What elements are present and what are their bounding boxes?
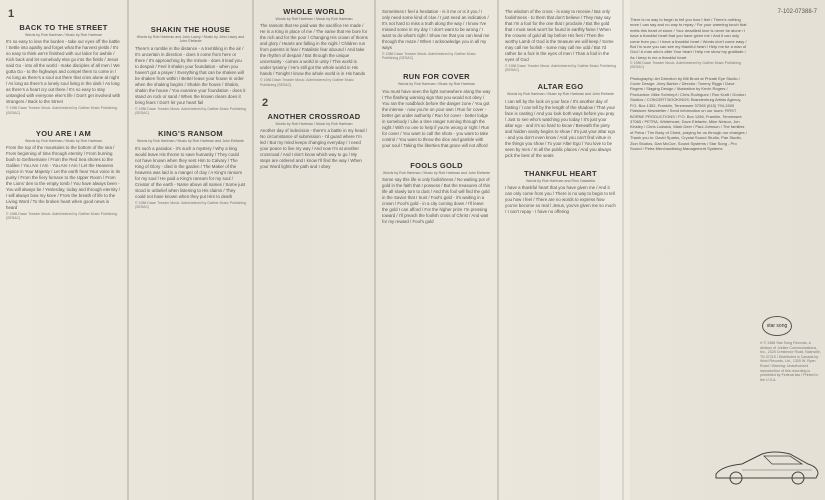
song-credit: Words by Rob Hartman / Music by Rob Hartman <box>275 17 353 21</box>
song-copyright: © 1986 Dawn Treader Music. Administered by Gaither Music Publishing (SESAC) <box>135 106 246 116</box>
song-lyrics: Some say this life is only foolishness / No waiting pot of gold in the faith that I possess / But the treasures of this life all slowly turn to dust / And this fool will find the gold in the Savior that I trust / Fool's gold - it's waiting in a crown / Fool's gold - in a city coming down / I'll leave the gold I can afford / For the higher prize I'm pressing toward / I'll preach the foolish cross of Christ / And wait for my reward / Fool's gold <box>382 177 491 225</box>
song-lyrics: There's a rumble in the distance - a trembling in the air / It's uncertain in direction - does it come from here or there / It's approaching by the minute - does it lead you to despair / Feel it shakin your foundation - when you haven't got a prayer / Everything that can be shaken will be shaken from within / Better leave your house in order when the shaking begins / Shakin the house / Shakin, shakin the house / You examine your foundation - does it stand on rock or sand / When the known clears does it bring fears / Don't let your heart fail <box>135 45 246 105</box>
song-another-crossroad <box>260 112 368 170</box>
song-title: KING'S RANSOM <box>158 129 223 139</box>
album-credits: Photography: Art Direction by Bill Brunt at Private Eye Studio / Cover Design: Jerry Barker / Director: Tommy Riggs / Dave Rogers / Staging Design / Illustration by Kevin Rogers / Production: Mike Schrimpf / Chris Rodriguez / Ron Kraft / Gordon Studios / CONCERT BOOKINGS: Brandenburg Artists Agency, P.O. Box 1352, Franklin, Tennessee 37065 (615) 794-1500 Flatstone Newsletter / Send information on our tours: FIRST BORNE PRODUCTIONS / P.O. Box 1266, Franklin, Tennessee 37065 / PETRA, Whiteheart, Dave Elefante, Mike Nelson, Jon Kinsley / Chris Ludwick, Mark Deer / Paul Johnson / The families of Petra / The Body of Christ, praying for us through our changes / Thank you to: David Sparks, Crystal Sound Studio, Pan Studio, Zion Studios, Dan McCue, Sound Systems / Star Song - Pro Sound / Petra Merchandising Management Systems <box>630 75 747 151</box>
song-title: WHOLE WORLD <box>283 7 345 16</box>
song-copyright: © 1986 Dawn Treader Music. Administered by Gaither Music Publishing (SESAC) <box>260 78 354 87</box>
song-run-for-cover <box>382 72 491 148</box>
song-lyrics: From the top of the mountains to the bottom of the sea / From beginning of time through eternity / From burning bush to Gethsemane / From the Red Sea shores to the Galilee / You Are I Am - You Are I Am / Let the Heavens rejoice in Your Majesty / Let the earth hear Your voice in its purity / From the fiery furnace to the Upper Room / From the Lions' den to the empty tomb / You have always been - You will always be / Yesterday, today and through eternity / I will always bow my knee / From the breath of life to the Living Word / To the broken heart when good news is heard <box>6 145 120 211</box>
song-you-are-i-am <box>6 129 121 221</box>
song-title: YOU ARE I AM <box>35 128 92 138</box>
star-song-logo: star song <box>762 316 792 336</box>
panel-6 <box>624 0 754 500</box>
song-copyright: © 1986 Dawn Treader Music. Administered by Gaither Music Publishing (SESAC) <box>6 106 117 115</box>
song-title: ALTAR EGO <box>537 82 584 92</box>
song-copyright: © 1986 Dawn Treader Music. Administered by Gaither Music Publishing (SESAC) <box>135 200 246 209</box>
song-copyright: © 1986 Dawn Treader Music. Administered by Gaither Music Publishing (SESAC) <box>630 61 741 70</box>
song-copyright: © 1986 Dawn Treader Music. Administered by Gaither Music Publishing (SESAC) <box>382 52 476 61</box>
song-lyrics: You must have seen the light somewhere along the way / The flashing warning sign that you would not obey / You ran the roadblock before the danger zone / You got the intense - now you're on your own / Run for cover - better get under authority / Run for cover - better lodge in somebody / Like a time ranger running through the night / With no one to help if you're wrong or right / Run for cover / You want to call the shots - you want to take control / You want to throw the dice and gamble with your soul / Taking the liberties that grace will not afford <box>382 88 491 148</box>
song-thankful-heart <box>505 169 616 215</box>
song-lyrics: Sometimes I feel a hesitation - is it me or is it you / I only need some kind of clue / I just need an indication / It's not hard to miss a truth along the way / I know I've missed some in my day / I don't want to be wrong / I want to do what's right / Show me that you can lead me through the maze / When I acknowledge you in all my ways <box>382 9 490 50</box>
song-continued <box>382 9 491 60</box>
panel-4 <box>376 0 497 500</box>
panel-1 <box>0 0 127 500</box>
song-credit: Words by Rob Hartman / Music by Rob Hartman <box>24 138 103 143</box>
song-credit: Words by Rob Hartman / Music by Rob Hartman <box>397 82 476 87</box>
song-credit: Words by Rob Hartman and John Lawry / Music by John Lawry and John Elefante <box>136 35 245 44</box>
song-lyrics: The wisdom of the cross - is easy to receive / But only foolishness - to them that don't believe / They may say that I'm a fool for the one that I proclaim / But the gold that I must seek won't be found in earthly fame / When the crowns of gold all lay before His feet / Then the worthy Lamb of God is the treasure we will keep / Some may call me foolish - some may call me odd / But I'd rather be a fool in the eyes of men / Than a fool in the eyes of God <box>505 9 614 62</box>
song-copyright: © 1986 Dawn Treader Music. Administered by Gaither Music Publishing (SESAC) <box>6 212 117 221</box>
song-lyrics: It's such a paradox - it's such a mystery / Why a king would leave His throne to save humanity / They could not have known when they sent Him to Calvary / The King of Glory - died in the garden / The Maker of the heavens was laid in a manger of clay / A King's ransom for my soul / He paid a King's ransom for my soul / Creator of the earth - Name above all names / Some just stood in unbelief when listening to His claims / They could not have known when they put Him to death <box>135 145 246 199</box>
panel-2 <box>129 0 252 500</box>
song-copyright: © 1986 Dawn Treader Music. Administered by Gaither Music Publishing (SESAC) <box>505 64 616 73</box>
song-altar-ego <box>505 82 616 158</box>
song-lyrics: I have a thankful heart that you have given me / And it can only come from you / There is no way to begin to tell you how I feel / There are no words to express how you've become so real / Jesus, you've given me so much / I can't repay - I have no offering <box>505 185 616 215</box>
song-title: SHAKIN THE HOUSE <box>150 25 231 34</box>
song-title: THANKFUL HEART <box>524 168 597 178</box>
song-whole-world <box>260 7 368 87</box>
panel-3 <box>254 0 374 500</box>
side-label: 1 <box>8 8 15 20</box>
song-credit: Words by Rob Hartman / Music by Rob Hartman and John Elefante <box>507 92 614 97</box>
song-title: RUN FOR COVER <box>403 72 470 82</box>
song-lyrics: Another day of indecision - there's a battle in my head / No circumstance of submission - I'd guard where I'm led / But my mind keeps changing everyday / I need your peace to live my way / And now I'm at another crossroad / And I don't know which way to go / My steps are ordered and I know I'll find the way / When your Word lights the path and I obey <box>260 128 368 170</box>
song-credit: Words by Rob Hartman and Rino Gatavella <box>525 178 596 183</box>
side-label: 2 <box>262 96 269 109</box>
car-illustration-icon <box>712 440 822 490</box>
song-shakin-the-house <box>135 25 246 115</box>
song-lyrics: I can tell by the look on your face / It's another day of fasting / I can tell by the length of the shadow / That your face is casting / And you look both ways before you pray / Just to see who's watching you today / It's just your altar ego - and it's so hard to know / Beneath the piety and hidden vanity begins to show / It's just your altar ego - and you don't even know / And you can't find virtue in the things you show / To your Alter Ego / You love to be seen by men / In all the public places / And you always pick the best of the seats <box>505 98 616 158</box>
song-credit: Words by Rob Hartman / Music by Rob Hartman and John Elefante <box>137 139 244 144</box>
legal-text: ℗ © 1986 Star Song Records, a division of Jubilee Communications, Inc., 2325 Crestmoor Road, Nashville, TN 37215 / Distributed in Canada by Word Records, Ltd., 1300 W. Ryan Road / Warning: Unauthorized reproduction of this recording is prohibited by Federal law / Printed in the U.S.A. <box>760 341 821 382</box>
catalog-number: 7-102-07388-7 <box>777 9 817 15</box>
song-continued <box>630 17 748 70</box>
song-lyrics: It's so easy to lose the burden - take our eyes off the battle / Settle into apathy and forget what the harvest yields / It's so easy to think we're finished with our labor for awhile / Kick back and let somebody else go into the fields / Jesus said Go - into all the world - make disciples of all men / We gotta Go - to the highways and compel them to come in / As long as there's a soul out there that cries alone at night / As long as there's a lonely soul living in the dark / As long as there's a heart cry out there / It's so easy to stay untangled with everyone else's life / Don't get involved with strangers / Back to the Street <box>6 39 121 105</box>
song-kings-ransom <box>135 129 246 209</box>
song-credit: Words by Rob Hartman / Music by Rob Hartman <box>24 33 103 37</box>
song-continued <box>505 9 616 72</box>
song-back-to-the-street <box>6 23 121 115</box>
panel-5 <box>499 0 622 500</box>
song-title: ANOTHER CROSSROAD <box>267 111 361 121</box>
song-credit: Words by Rob Hartman / Music by Rob Hartman <box>275 121 353 126</box>
song-lyrics: There is no way to begin to tell you how I feel / There's nothing more I can say and no way to repay / For your warming touch that melts this heart of stone / Your deadliest love is never be alone / I have a thankful heart that you have given me / And it can only come from you / I have a thankful heart / Words don't come easy / But I'm sure you can see my thankful heart / Help me be a man of God / A man who's after Your heart / Help me show my gratitude / As I keep in me a thankful heart <box>630 17 747 60</box>
song-title: FOOLS GOLD <box>410 160 463 170</box>
song-fools-gold <box>382 161 491 225</box>
song-lyrics: The ransom that He paid was the sacrifice He made / He is a King in place of me / The name that He bore for the rich and for the poor / Changing His crown of thorns and glory / Hearts are falling in the night / Children run from parents in fear / Fatalistic fear abound / And take the rhythm of despair / But through the unique uncertainty - comes a world in unity / This world is under tyranny / He's still got the whole world in His hands / Tonight I know the whole world is in His hands <box>260 23 368 77</box>
song-title: BACK TO THE STREET <box>19 23 108 32</box>
song-credit: Words by Rob Hartman / Music by Rob Hartman and John Elefante <box>383 170 490 175</box>
